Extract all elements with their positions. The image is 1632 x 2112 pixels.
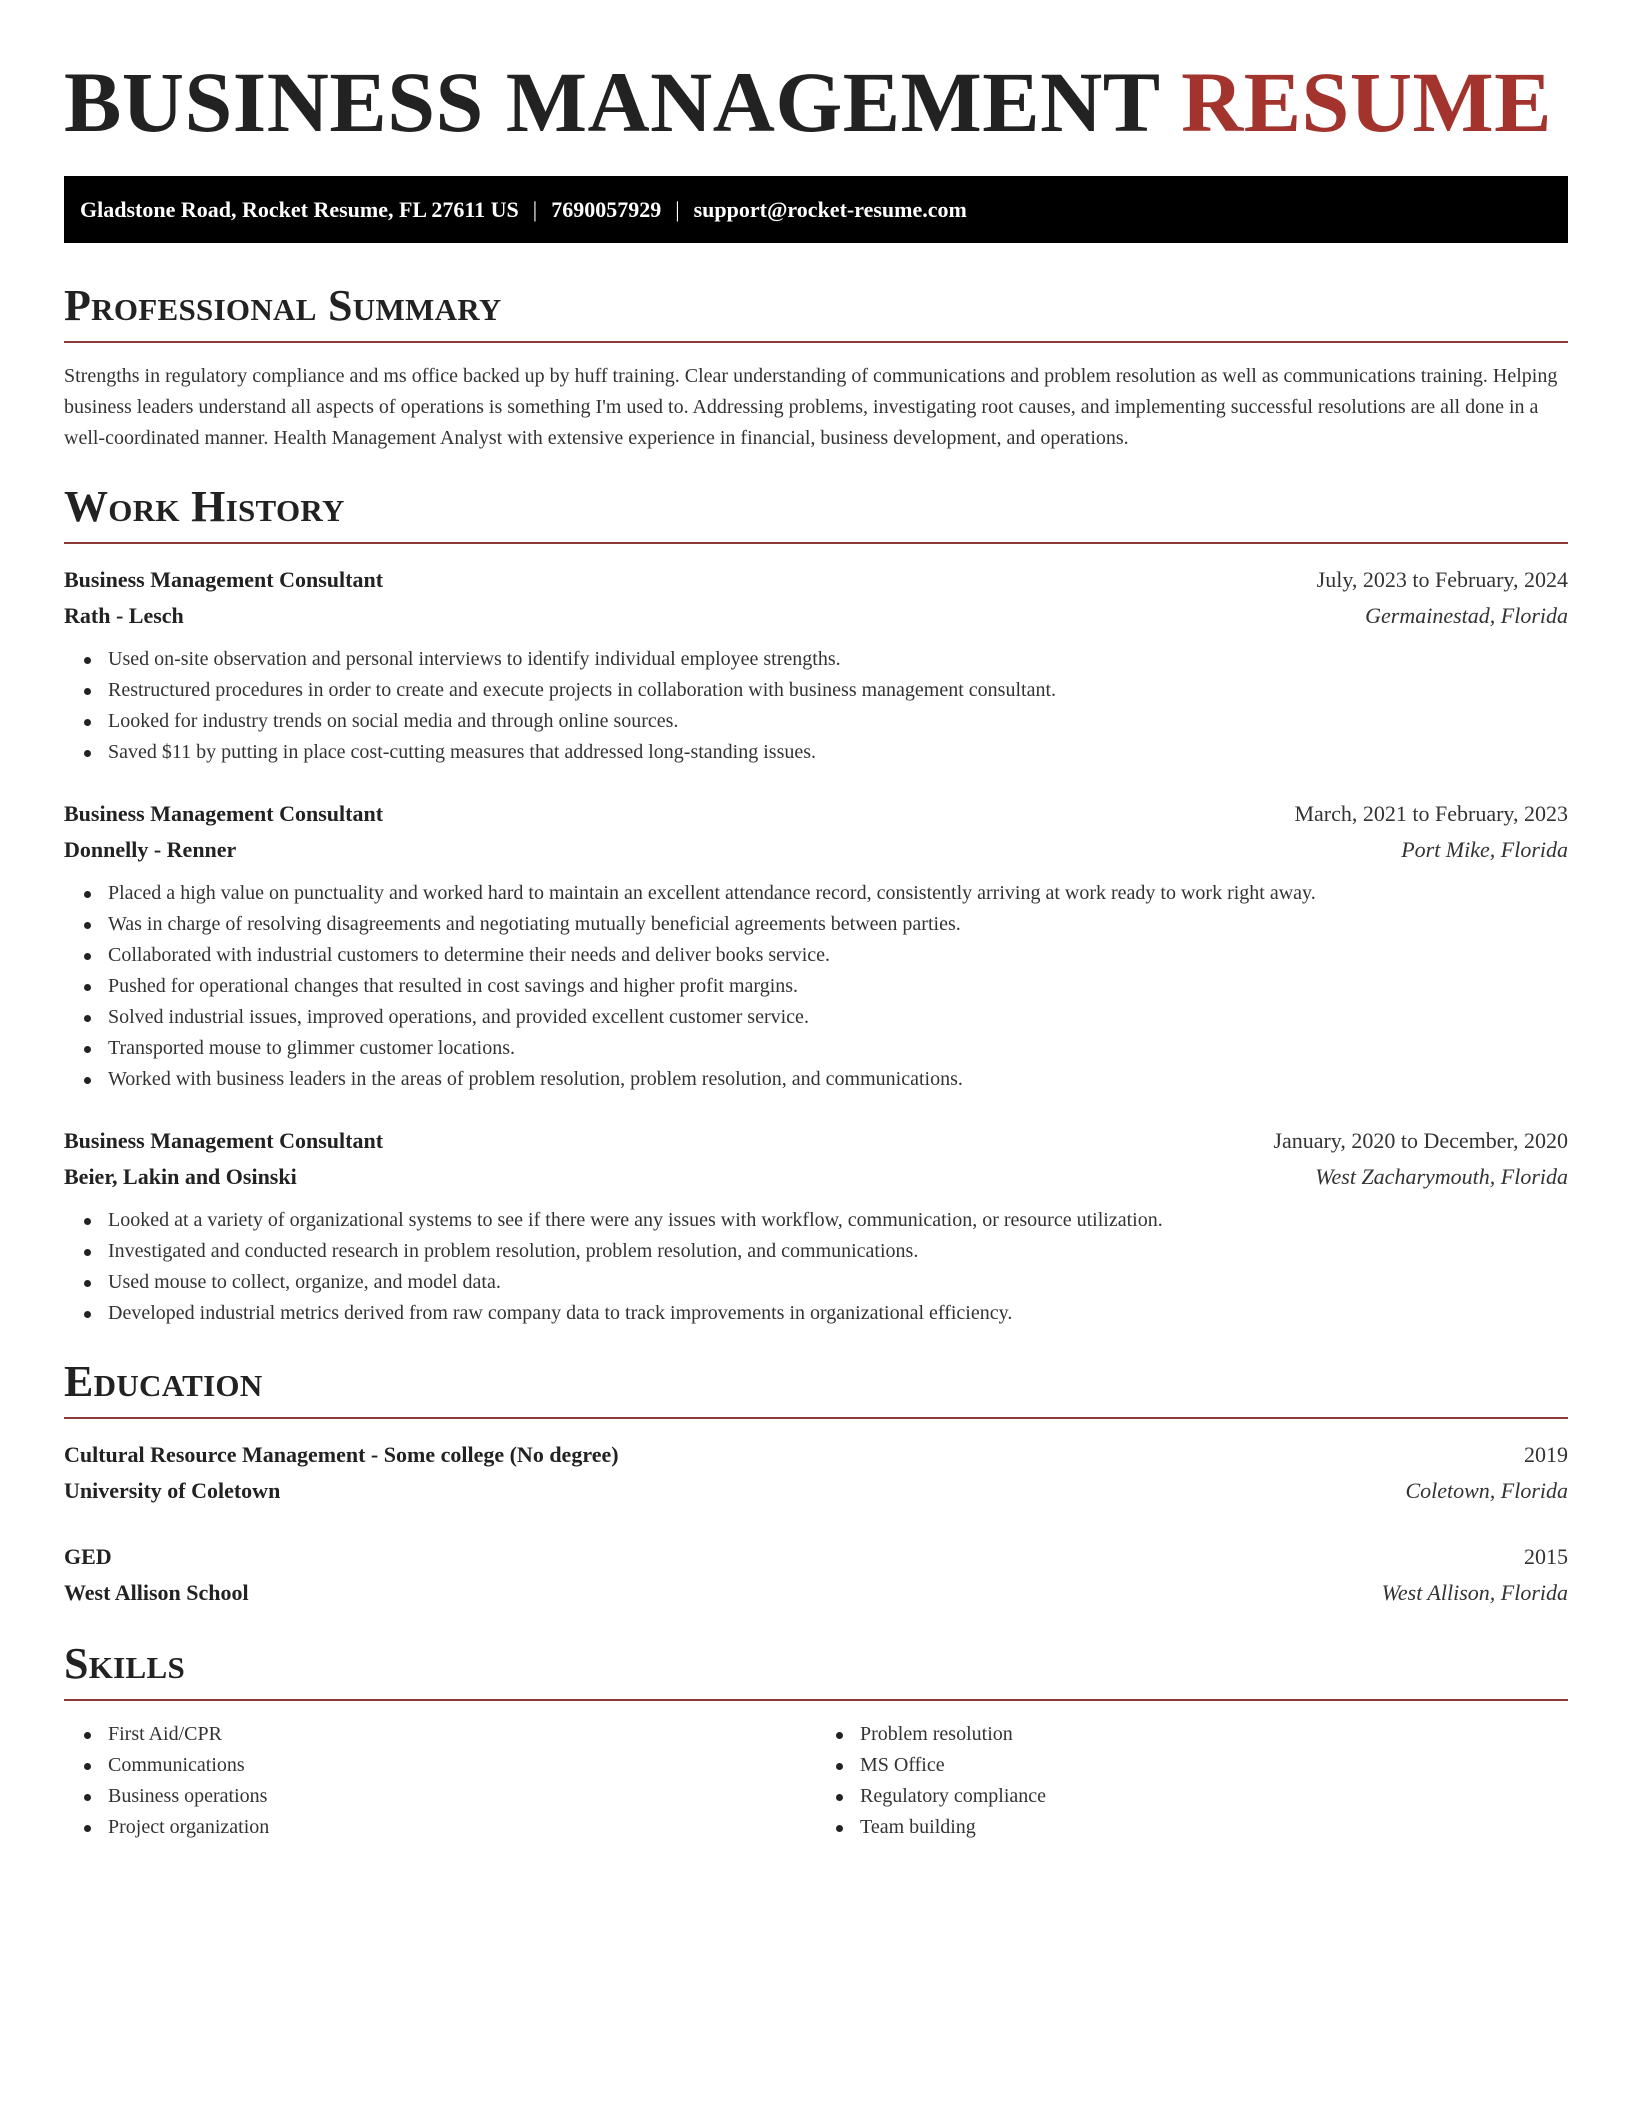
skill-item: Problem resolution [860,1719,1568,1750]
job-bullet: Saved $11 by putting in place cost-cutting measures that addressed long-standing issues. [108,737,1568,768]
job-bullet: Was in charge of resolving disagreements and negotiating mutually beneficial agreements between parties. [108,909,1568,940]
skills-right-column [816,1719,1568,1843]
education-degree: Cultural Resource Management - Some college (No degree) [64,1442,619,1467]
job-bullet: Worked with business leaders in the areas of problem resolution, problem resolution, and communications. [108,1064,1568,1095]
job-bullet: Transported mouse to glimmer customer locations. [108,1033,1568,1064]
job-title: Business Management Consultant [64,1128,384,1153]
job-bullet: Looked for industry trends on social media and through online sources. [108,706,1568,737]
skill-item: Regulatory compliance [860,1781,1568,1812]
skill-item: Business operations [108,1781,816,1812]
job-dates: January, 2020 to December, 2020 [1273,1128,1568,1153]
skills-section [64,1637,1568,1843]
education-degree: GED [64,1544,112,1569]
skills-left-column [64,1719,816,1843]
contact-phone: 7690057929 [551,196,662,222]
title-main: BUSINESS MANAGEMENT [64,54,1160,150]
skill-item: Communications [108,1750,816,1781]
section-divider [64,542,1568,544]
education-year: 2015 [1524,1544,1568,1569]
work-history-section [64,480,1568,1329]
education-location: West Allison, Florida [1381,1580,1568,1605]
job-bullets [64,1205,1568,1329]
resume-title [64,52,1568,152]
entry-row [64,1575,1568,1611]
job-entry [64,796,1568,1095]
section-divider [64,341,1568,343]
education-entry [64,1539,1568,1611]
job-dates: March, 2021 to February, 2023 [1294,801,1568,826]
skill-item: First Aid/CPR [108,1719,816,1750]
entry-row [64,598,1568,634]
job-bullet: Investigated and conducted research in problem resolution, problem resolution, and communications. [108,1236,1568,1267]
section-divider [64,1699,1568,1701]
summary-section [64,279,1568,454]
job-title: Business Management Consultant [64,567,384,592]
entry-row [64,1437,1568,1473]
entry-row [64,562,1568,598]
education-location: Coletown, Florida [1405,1478,1568,1503]
job-title: Business Management Consultant [64,801,384,826]
job-location: Port Mike, Florida [1401,837,1568,862]
job-bullet: Used mouse to collect, organize, and model data. [108,1267,1568,1298]
entry-row [64,1123,1568,1159]
job-company: Rath - Lesch [64,603,184,628]
contact-separator: | [532,196,538,222]
education-school: West Allison School [64,1580,249,1605]
contact-email: support@rocket-resume.com [693,196,967,222]
education-section [64,1355,1568,1611]
job-company: Donnelly - Renner [64,837,237,862]
contact-address: Gladstone Road, Rocket Resume, FL 27611 US [80,196,519,222]
job-bullets [64,878,1568,1095]
job-bullet: Used on-site observation and personal interviews to identify individual employee strengths. [108,644,1568,675]
education-school: University of Coletown [64,1478,281,1503]
job-company: Beier, Lakin and Osinski [64,1164,297,1189]
entry-row [64,1473,1568,1509]
entry-row [64,1159,1568,1195]
job-location: West Zacharymouth, Florida [1315,1164,1568,1189]
job-entry [64,1123,1568,1329]
skill-item: MS Office [860,1750,1568,1781]
contact-separator: | [675,196,680,222]
job-bullet: Looked at a variety of organizational systems to see if there were any issues with workflow, communication, or resource utilization. [108,1205,1568,1236]
skills-columns [64,1719,1568,1843]
job-bullets [64,644,1568,768]
job-entry [64,562,1568,768]
education-year: 2019 [1524,1442,1568,1467]
entry-row [64,1539,1568,1575]
section-divider [64,1417,1568,1419]
entry-row [64,796,1568,832]
job-bullet: Solved industrial issues, improved operations, and provided excellent customer service. [108,1002,1568,1033]
job-bullet: Restructured procedures in order to create and execute projects in collaboration with business management consultant. [108,675,1568,706]
job-list [64,562,1568,1329]
contact-bar [64,176,1568,243]
job-bullet: Placed a high value on punctuality and worked hard to maintain an excellent attendance record, consistently arriving at work ready to work right away. [108,878,1568,909]
job-dates: July, 2023 to February, 2024 [1316,567,1568,592]
job-bullet: Pushed for operational changes that resulted in cost savings and higher profit margins. [108,971,1568,1002]
education-entry [64,1437,1568,1509]
entry-row [64,832,1568,868]
job-bullet: Developed industrial metrics derived from raw company data to track improvements in organizational efficiency. [108,1298,1568,1329]
job-location: Germainestad, Florida [1365,603,1568,628]
skills-heading: Skills [64,1639,186,1688]
title-accent: RESUME [1181,54,1553,150]
education-heading: Education [64,1357,263,1406]
skill-item: Project organization [108,1812,816,1843]
education-list [64,1437,1568,1611]
summary-text: Strengths in regulatory compliance and ms office backed up by huff training. Clear understanding of communications and problem resolution as well as communications training. Helping business leaders understand all aspects of operations is something I'm used to. Addressing problems, investigating root causes, and implementing successful resolutions are all done in a well-coordinated manner. Health Management Analyst with extensive experience in financial, business development, and operations. [64,365,1558,449]
summary-heading: Professional Summary [64,281,502,330]
skill-item: Team building [860,1812,1568,1843]
job-bullet: Collaborated with industrial customers to determine their needs and deliver books service. [108,940,1568,971]
work-history-heading: Work History [64,482,345,531]
